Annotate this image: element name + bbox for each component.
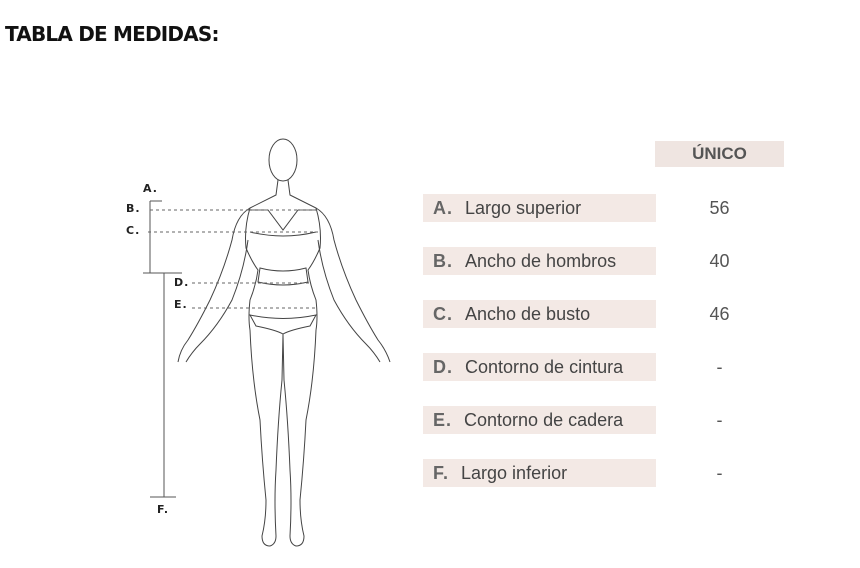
measure-name: Largo superior [465, 197, 582, 218]
measure-value-c: 46 [709, 303, 730, 324]
figure-letter-a: A. [143, 182, 158, 195]
figure-letter-f: F. [157, 503, 170, 516]
measure-letter: E. [433, 409, 453, 430]
measure-label-e [423, 406, 656, 434]
measure-name: Ancho de hombros [465, 250, 617, 271]
size-column-header: ÚNICO [655, 141, 784, 167]
figure-letter-b: B. [126, 202, 141, 215]
measure-name: Largo inferior [461, 462, 568, 483]
figure-letter-c: C. [126, 224, 141, 237]
measure-name: Ancho de busto [465, 303, 591, 324]
measure-letter: F. [433, 462, 450, 483]
figure-letter-d: D. [174, 276, 190, 289]
measure-value-e: - [716, 409, 723, 430]
measure-label-a [423, 194, 656, 222]
page-title: TABLA DE MEDIDAS: [5, 22, 219, 46]
measure-value-a: 56 [709, 197, 730, 218]
figure-letter-e: E. [174, 298, 188, 311]
measure-label-d [423, 353, 656, 381]
measure-letter: B. [433, 250, 453, 271]
measure-name: Contorno de cadera [464, 409, 624, 430]
measure-name: Contorno de cintura [465, 356, 624, 377]
measure-letter: D. [433, 356, 453, 377]
measure-value-b: 40 [709, 250, 730, 271]
measure-letter: C. [433, 303, 453, 324]
measure-value-d: - [716, 356, 723, 377]
measure-label-f [423, 459, 656, 487]
measure-letter: A. [433, 197, 453, 218]
measure-value-f: - [716, 462, 723, 483]
measure-label-c [423, 300, 656, 328]
measure-label-b [423, 247, 656, 275]
